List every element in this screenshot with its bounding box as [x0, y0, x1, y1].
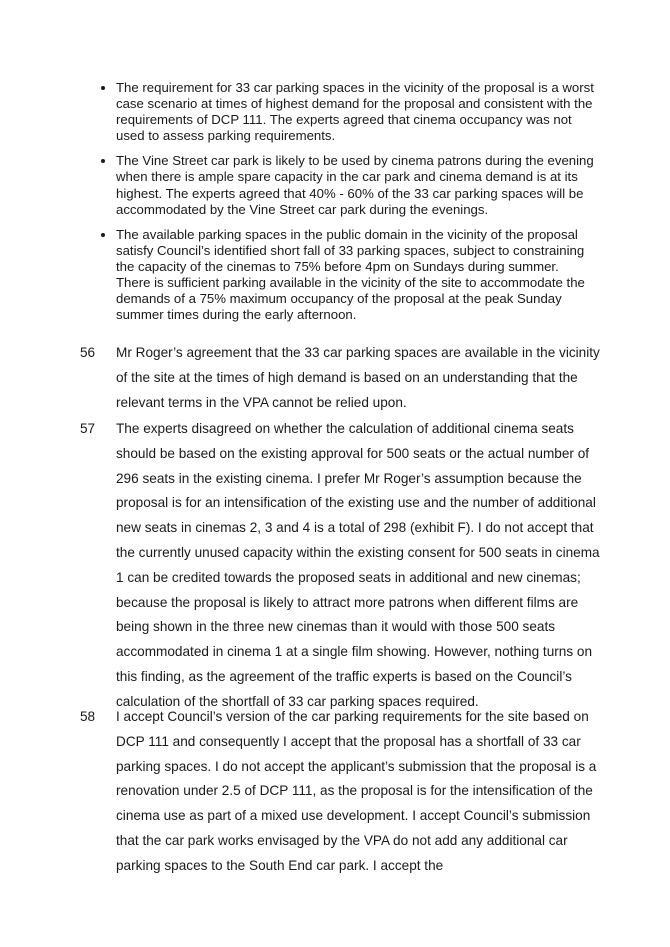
paragraph-number: 57: [80, 421, 96, 436]
paragraph-number: 56: [80, 345, 96, 360]
paragraph-56: [80, 341, 600, 415]
paragraph-text: I accept Council’s version of the car parking requirements for the site based on DCP 111 and consequently I accept that the proposal has a shortfall of 33 car parking spaces. I do not accept the applicant’s submission that the proposal is a renovation under 2.5 of DCP 111, as the proposal is for the intensification of the cinema use as part of a mixed use development. I accept Council’s submission that the car park works envisaged by the VPA do not add any additional car parking spaces to the South End car park. I accept the: [116, 709, 597, 873]
paragraph-58: [80, 705, 600, 879]
bullet-text: The requirement for 33 car parking spaces in the vicinity of the proposal is a worst case scenario at times of highest demand for the proposal and consistent with the requirements of DCP 111. The experts agreed that cinema occupancy was not used to assess parking requirements.: [116, 80, 594, 144]
bullet-item: [96, 80, 596, 144]
bullet-icon: [101, 159, 105, 163]
paragraph-number: 58: [80, 709, 96, 724]
paragraph-57: [80, 417, 600, 715]
bullet-item: [96, 153, 596, 217]
bullet-icon: [101, 233, 105, 237]
bullet-text: The available parking spaces in the public domain in the vicinity of the proposal satisfy Council’s identified short fall of 33 parking spaces, subject to constraining the capacity of the cinemas to 75% before 4pm on Sundays during summer. There is sufficient parking available in the vicinity of the site to accommodate the demands of a 75% maximum occupancy of the proposal at the peak Sunday summer times during the early afternoon.: [116, 226, 585, 323]
paragraph-text: The experts disagreed on whether the calculation of additional cinema seats should be based on the existing approval for 500 seats or the actual number of 296 seats in the existing cinema. I prefer Mr Roger’s assumption because the proposal is for an intensification of the existing use and the number of additional new seats in cinemas 2, 3 and 4 is a total of 298 (exhibit F). I do not accept that the currently unused capacity within the existing consent for 500 seats in cinema 1 can be credited towards the proposed seats in additional and new cinemas; because the proposal is likely to attract more patrons when different films are being shown in the three new cinemas than it would with those 500 seats accommodated in cinema 1 at a single film showing. However, nothing turns on this finding, as the agreement of the traffic experts is based on the Council’s calculation of the shortfall of 33 car parking spaces required.: [116, 421, 600, 709]
paragraph-text: Mr Roger’s agreement that the 33 car parking spaces are available in the vicinity of the site at the times of high demand is based on an understanding that the relevant terms in the VPA cannot be relied upon.: [116, 345, 600, 410]
bullet-list: [96, 80, 596, 332]
bullet-icon: [101, 86, 105, 90]
bullet-item: [96, 227, 596, 324]
bullet-text: The Vine Street car park is likely to be used by cinema patrons during the evening when there is ample spare capacity in the car park and cinema demand is at its highest. The experts agreed that 40% - 60% of the 33 car parking spaces will be accommodated by the Vine Street car park during the evenings.: [116, 153, 594, 217]
